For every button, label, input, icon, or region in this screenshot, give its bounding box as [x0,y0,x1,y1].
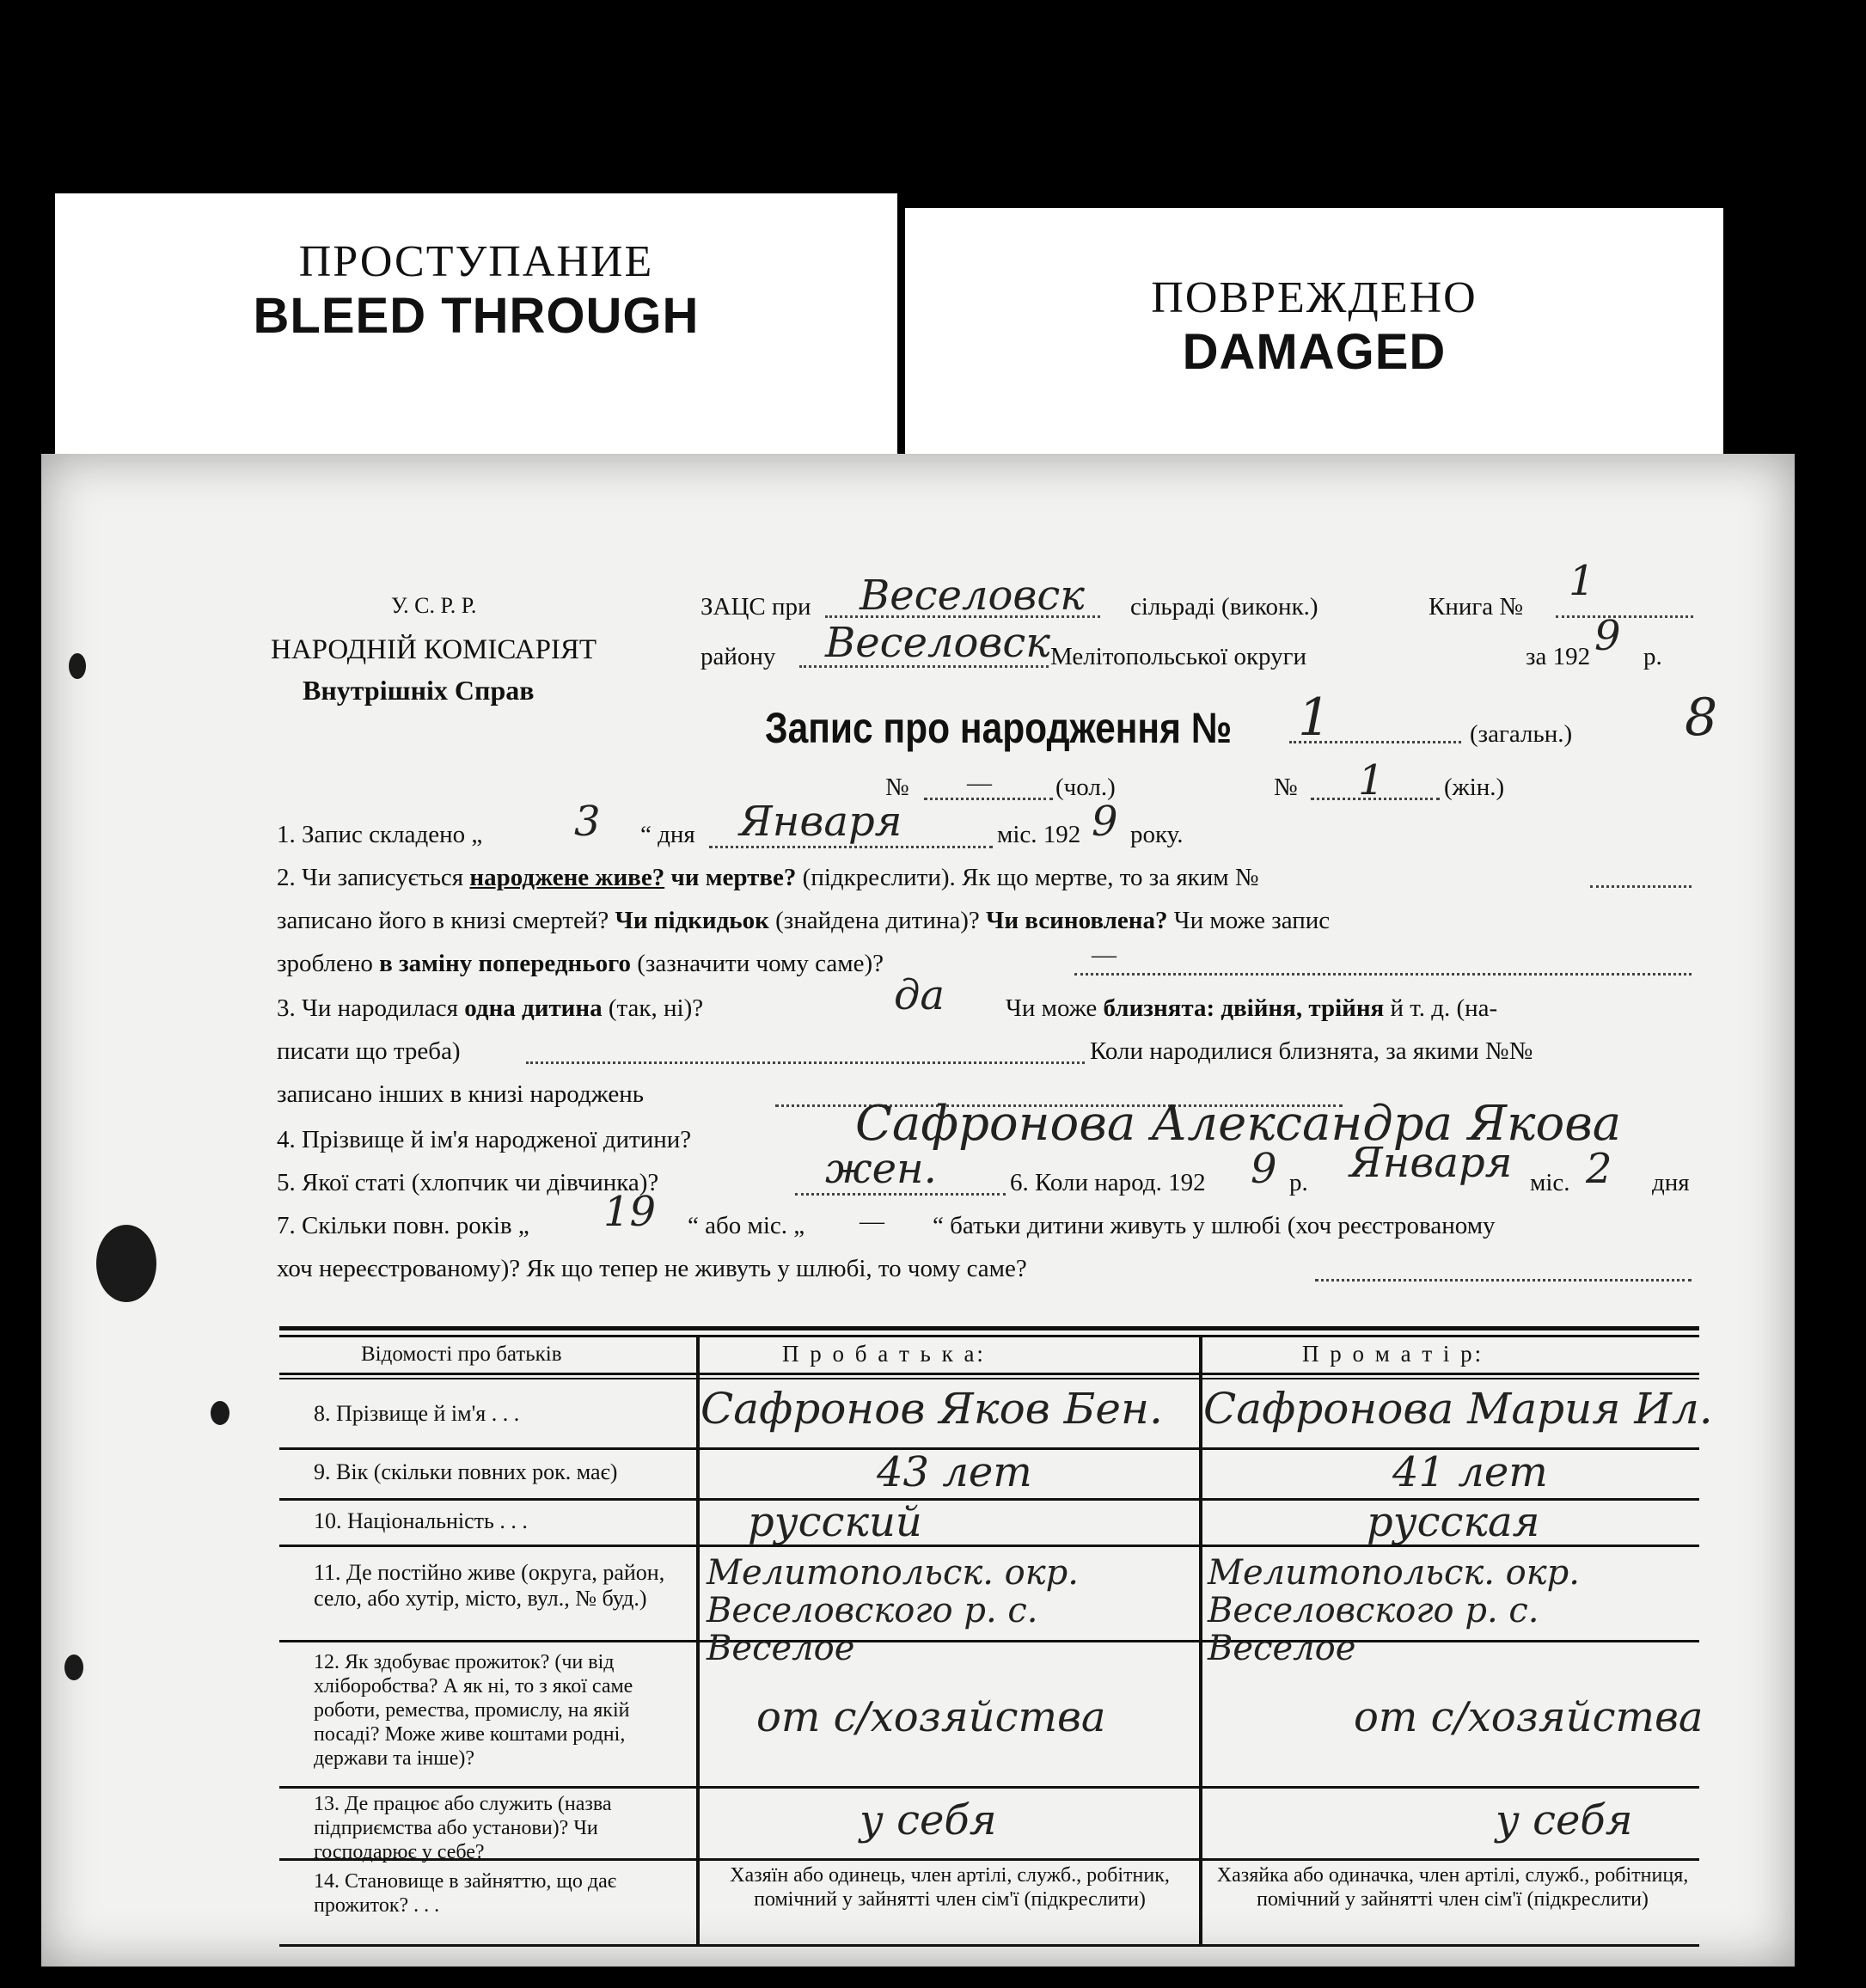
q2-l2c: (знайдена дитина)? [775,907,980,934]
zags-value: Веселовск [860,572,1085,620]
damaged-card [905,208,1723,492]
department-label: Внутрішніх Справ [303,675,535,706]
row11-father: Мелитопольск. окр. Веселовского р. с. Веселое [707,1553,1079,1668]
zags-suffix: сільраді (виконк.) [1130,593,1318,621]
q5-line [795,1193,1006,1196]
q2-l3a: зроблено [277,950,373,977]
bleed-through-en: BLEED THROUGH [253,288,700,344]
table-head-rule-2 [279,1378,1699,1379]
record-title: Запис про народження № [765,704,1233,752]
row10-mother: русская [1367,1498,1540,1546]
q3-line2-dots [526,1061,1085,1064]
q2-line1 [277,864,1259,892]
book-value: 1 [1569,557,1595,605]
male-line [924,798,1053,800]
row13-mother: у себя [1496,1796,1633,1844]
q6-c: міс. [1530,1169,1570,1196]
q2-l1a: 2. Чи записується [277,864,464,891]
q7-c: “ батьки дитини живуть у шлюбі (хоч реєстрованому [933,1212,1496,1239]
book-line [1556,615,1693,618]
row-rule [279,1944,1699,1947]
row8-father: Сафронов Яков Бен. [701,1384,1163,1434]
q3-l1c: (так, ні)? [608,994,704,1022]
q2-l1b: народжене живе? [469,864,665,891]
record-number-line [1289,741,1461,743]
bleed-through-ru: ПРОСТУПАНИЕ [298,237,654,286]
commissariat-label: НАРОДНІЙ КОМІСАРІЯТ [271,634,597,665]
row13-label: 13. Де працює або служить (назва підприємства або установи)? Чи господарює у себе? [314,1793,612,1863]
q2-value: — [1092,941,1117,969]
male-value: — [967,769,992,797]
q6-year: 9 [1251,1145,1277,1193]
col-divider-2 [1199,1335,1202,1947]
q1-month-line [709,846,993,848]
district-suffix: Мелітопольської округи [1050,643,1307,670]
col-divider-1 [696,1335,700,1947]
row9-label: 9. Вік (скільки повних рок. має) [314,1459,618,1484]
table-top-rule [279,1326,1699,1330]
q1-label: 1. Запис складено „ [277,821,483,848]
table-head-col3: П р о м а т і р: [1302,1341,1484,1367]
q7-b: “ або міс. „ [688,1212,805,1239]
district-line [799,665,1049,668]
row14-father: Хазяїн або одинець, член артілі, служб., робітник, помічний у зайнятті член сім'ї (підкреслити) [730,1864,1170,1911]
q2-l2e: Чи може запис [1173,907,1331,934]
row9-mother: 41 лет [1392,1448,1548,1496]
row10-father: русский [748,1498,922,1546]
row10-label: 10. Національність . . . [314,1508,528,1533]
q6-label: 6. Коли народ. 192 [1010,1169,1206,1196]
ussr-label: У. С. Р. Р. [391,593,477,618]
female-suffix: (жін.) [1444,774,1505,801]
row8-mother: Сафронова Мария Ил. [1203,1384,1713,1434]
q2-line2 [277,907,1330,935]
q3-l1f: й т. д. (на- [1390,994,1498,1022]
district-prefix: району [701,643,776,670]
q5-value: жен. [825,1145,937,1193]
record-general: (загальн.) [1470,720,1573,748]
row11-mother: Мелитопольск. окр. Веселовского р. с. Веселое [1208,1553,1580,1668]
row8-label: 8. Прізвище й ім'я . . . [314,1401,520,1426]
row13-father: у себя [860,1796,997,1844]
q4-label: 4. Прізвище й ім'я народженої дитини? [277,1126,692,1153]
year-value: 9 [1594,612,1621,660]
q6-b: р. [1289,1169,1308,1196]
damaged-en: DAMAGED [1182,324,1447,380]
table-head-rule [279,1373,1699,1375]
q3-l1d: Чи може [1006,994,1098,1022]
year-suffix: р. [1643,643,1662,670]
q2-line [1074,973,1692,976]
q1-c: міс. 192 [997,821,1081,848]
q2-l1c: чи мертве? [670,864,797,891]
q3-line1b [1006,994,1497,1023]
q7-line2-dots [1315,1279,1692,1281]
q1-year: 9 [1092,798,1118,846]
q1-d: року. [1130,821,1184,848]
table-head-col2: П р о б а т ь к а: [782,1341,986,1367]
damaged-ru: ПОВРЕЖДЕНО [1151,273,1478,322]
damage-spot [64,1655,83,1680]
zags-line [825,615,1100,618]
row14-label: 14. Становище в зайняттю, що дає прожиток? . . . [314,1870,617,1917]
q2-l3b: в заміну попереднього [379,950,632,977]
book-label: Книга № [1429,593,1524,621]
q2-line3 [277,950,884,978]
q3-l1b: одна дитина [464,994,603,1022]
q2-number-line [1590,885,1692,888]
q2-l2d: Чи всиновлена? [986,907,1168,934]
q3-value: да [894,971,945,1019]
q2-l2a: записано його в книзі смертей? [277,907,609,934]
q3-line2b: Коли народилися близнята, за якими №№ [1090,1037,1533,1065]
q6-d: дня [1652,1169,1690,1196]
district-value: Веселовск [825,619,1050,667]
q7-months: — [860,1208,884,1235]
q2-l3c: (зазначити чому саме)? [637,950,884,977]
row12-father: от с/хозяйства [756,1693,1106,1741]
q2-l2b: Чи підкидьок [615,907,769,934]
q7-line2: хоч нереєстрованому)? Як що тепер не живуть у шлюбі, то чому саме? [277,1255,1027,1282]
male-suffix: (чол.) [1055,774,1116,801]
q4-value: Сафронова Александра Якова [855,1096,1622,1152]
row9-father: 43 лет [877,1448,1032,1496]
female-line [1311,798,1440,800]
row-rule [279,1786,1699,1789]
q3-line2a: писати що треба) [277,1037,461,1065]
q3-l1a: 3. Чи народилася [277,994,459,1022]
damage-spot [69,653,86,679]
q1-day: 3 [574,798,601,846]
female-value: 1 [1358,756,1385,804]
q6-day: 2 [1586,1145,1612,1193]
q1-b: “ дня [640,821,695,848]
q7-a: 7. Скільки повн. років „ [277,1212,529,1239]
male-label: № [885,774,909,801]
damage-spot [96,1225,156,1302]
q3-l1e: близнята: двійня, трійня [1103,994,1385,1022]
table-top-rule-2 [279,1335,1699,1337]
row14-mother: Хазяйка або одиначка, член артілі, служб., робітниця, помічний у зайнятті член сім'ї (підкреслити) [1216,1864,1689,1911]
female-label: № [1274,774,1298,801]
q1-month: Января [739,798,902,846]
q5-label: 5. Якої статі (хлопчик чи дівчинка)? [277,1169,659,1196]
margin-note: 8 [1685,688,1718,748]
row12-mother: от с/хозяйства [1354,1693,1704,1741]
bleed-through-card [55,193,897,477]
row12-label: 12. Як здобуває прожиток? (чи від хліборобства? А як ні, то з якої саме роботи, ремества, промислу, на якій посаді? Може живе коштами родні, держави та інше)? [314,1651,633,1770]
table-head-col1: Відомості про батьків [361,1343,562,1366]
q6-month: Января [1349,1139,1513,1187]
record-number: 1 [1298,688,1331,748]
zags-prefix: ЗАЦС при [701,593,811,621]
q3-line3a: записано інших в книзі народжень [277,1080,644,1108]
damage-spot [211,1401,229,1425]
q7-years: 19 [603,1188,657,1236]
q2-l1d: (підкреслити). Як що мертве, то за яким № [802,864,1259,891]
year-label: за 192 [1526,643,1591,670]
row11-label: 11. Де постійно живе (округа, район, село, або хутір, місто, вул., № буд.) [314,1560,665,1611]
q3-line1a [277,994,703,1023]
